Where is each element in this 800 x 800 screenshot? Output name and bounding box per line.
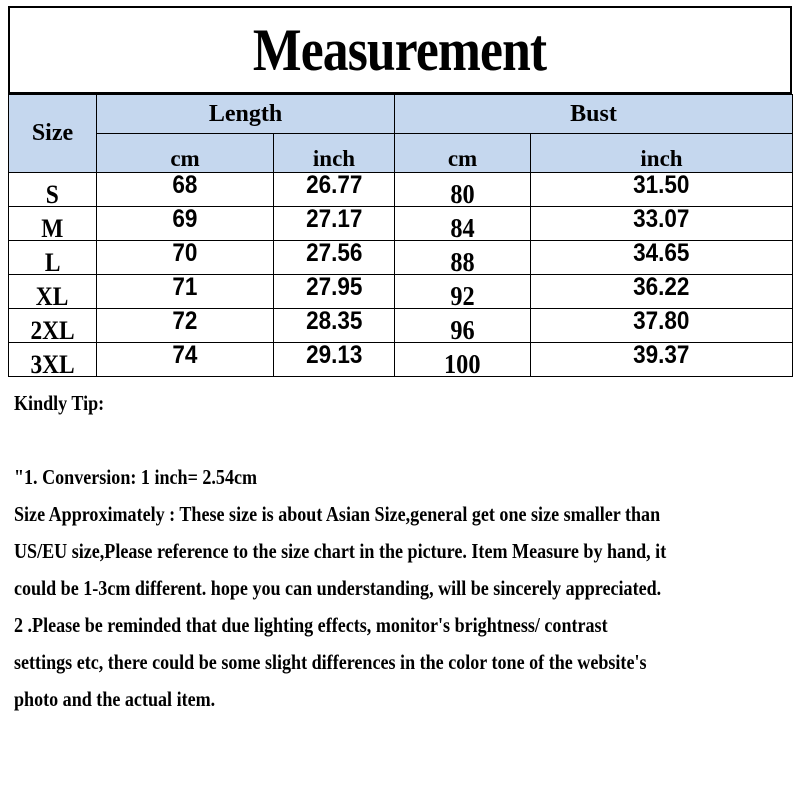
bust-cm-value: 100 bbox=[395, 343, 531, 377]
size-cell-value: XL bbox=[9, 275, 97, 309]
bust-cm-value: 80 bbox=[395, 173, 531, 207]
table-row bbox=[9, 343, 793, 377]
table-header-row bbox=[9, 95, 793, 134]
bust-inch-value: 36.22 bbox=[531, 275, 793, 309]
notes-section bbox=[14, 385, 790, 718]
table-row bbox=[9, 275, 793, 309]
size-chart bbox=[8, 6, 792, 377]
size-cell-value: L bbox=[9, 241, 97, 275]
note-line: 2 .Please be reminded that due lighting effects, monitor's brightness/ contrast bbox=[14, 613, 608, 637]
bust-cm-value: 88 bbox=[395, 241, 531, 275]
note-line: "1. Conversion: 1 inch= 2.54cm bbox=[14, 465, 258, 489]
length-cm-value: 69 bbox=[97, 207, 274, 241]
length-inch-value: 27.17 bbox=[274, 207, 395, 241]
bust-inch-value: 37.80 bbox=[531, 309, 793, 343]
table-unit-row bbox=[9, 134, 793, 173]
size-cell-value: 2XL bbox=[9, 309, 97, 343]
table-row bbox=[9, 207, 793, 241]
note-line: could be 1-3cm different. hope you can understanding, will be sincerely appreciated. bbox=[14, 576, 662, 600]
bust-group-header: Bust bbox=[395, 95, 793, 134]
length-inch-value: 27.95 bbox=[274, 275, 395, 309]
title-box bbox=[8, 6, 792, 94]
tip-label: Kindly Tip: bbox=[14, 391, 105, 415]
note-lines bbox=[14, 459, 790, 718]
length-cm-value: 68 bbox=[97, 173, 274, 207]
bust-cm-value: 96 bbox=[395, 309, 531, 343]
size-cell-value: M bbox=[9, 207, 97, 241]
size-column-header: Size bbox=[9, 95, 97, 173]
length-cm-header: cm bbox=[97, 134, 274, 173]
bust-inch-value: 39.37 bbox=[531, 343, 793, 377]
table-body bbox=[9, 173, 793, 377]
bust-cm-value: 92 bbox=[395, 275, 531, 309]
length-inch-value: 26.77 bbox=[274, 173, 395, 207]
size-cell-value: S bbox=[9, 173, 97, 207]
bust-inch-value: 31.50 bbox=[531, 173, 793, 207]
bust-inch-value: 34.65 bbox=[531, 241, 793, 275]
table-row bbox=[9, 173, 793, 207]
page-title: Measurement bbox=[253, 17, 547, 83]
length-cm-value: 74 bbox=[97, 343, 274, 377]
length-group-header: Length bbox=[97, 95, 395, 134]
note-line: settings etc, there could be some slight differences in the color tone of the website's bbox=[14, 650, 647, 674]
length-inch-value: 29.13 bbox=[274, 343, 395, 377]
size-cell-value: 3XL bbox=[9, 343, 97, 377]
bust-inch-value: 33.07 bbox=[531, 207, 793, 241]
measurement-table bbox=[8, 94, 793, 377]
bust-cm-header: cm bbox=[395, 134, 531, 173]
bust-cm-value: 84 bbox=[395, 207, 531, 241]
note-line: Size Approximately : These size is about Asian Size,general get one size smaller than bbox=[14, 502, 661, 526]
length-cm-value: 70 bbox=[97, 241, 274, 275]
length-cm-value: 71 bbox=[97, 275, 274, 309]
length-inch-header: inch bbox=[274, 134, 395, 173]
note-line: photo and the actual item. bbox=[14, 687, 216, 711]
length-inch-value: 28.35 bbox=[274, 309, 395, 343]
length-cm-value: 72 bbox=[97, 309, 274, 343]
table-row bbox=[9, 309, 793, 343]
table-row bbox=[9, 241, 793, 275]
bust-inch-header: inch bbox=[531, 134, 793, 173]
length-inch-value: 27.56 bbox=[274, 241, 395, 275]
note-line: US/EU size,Please reference to the size chart in the picture. Item Measure by hand, it bbox=[14, 539, 667, 563]
